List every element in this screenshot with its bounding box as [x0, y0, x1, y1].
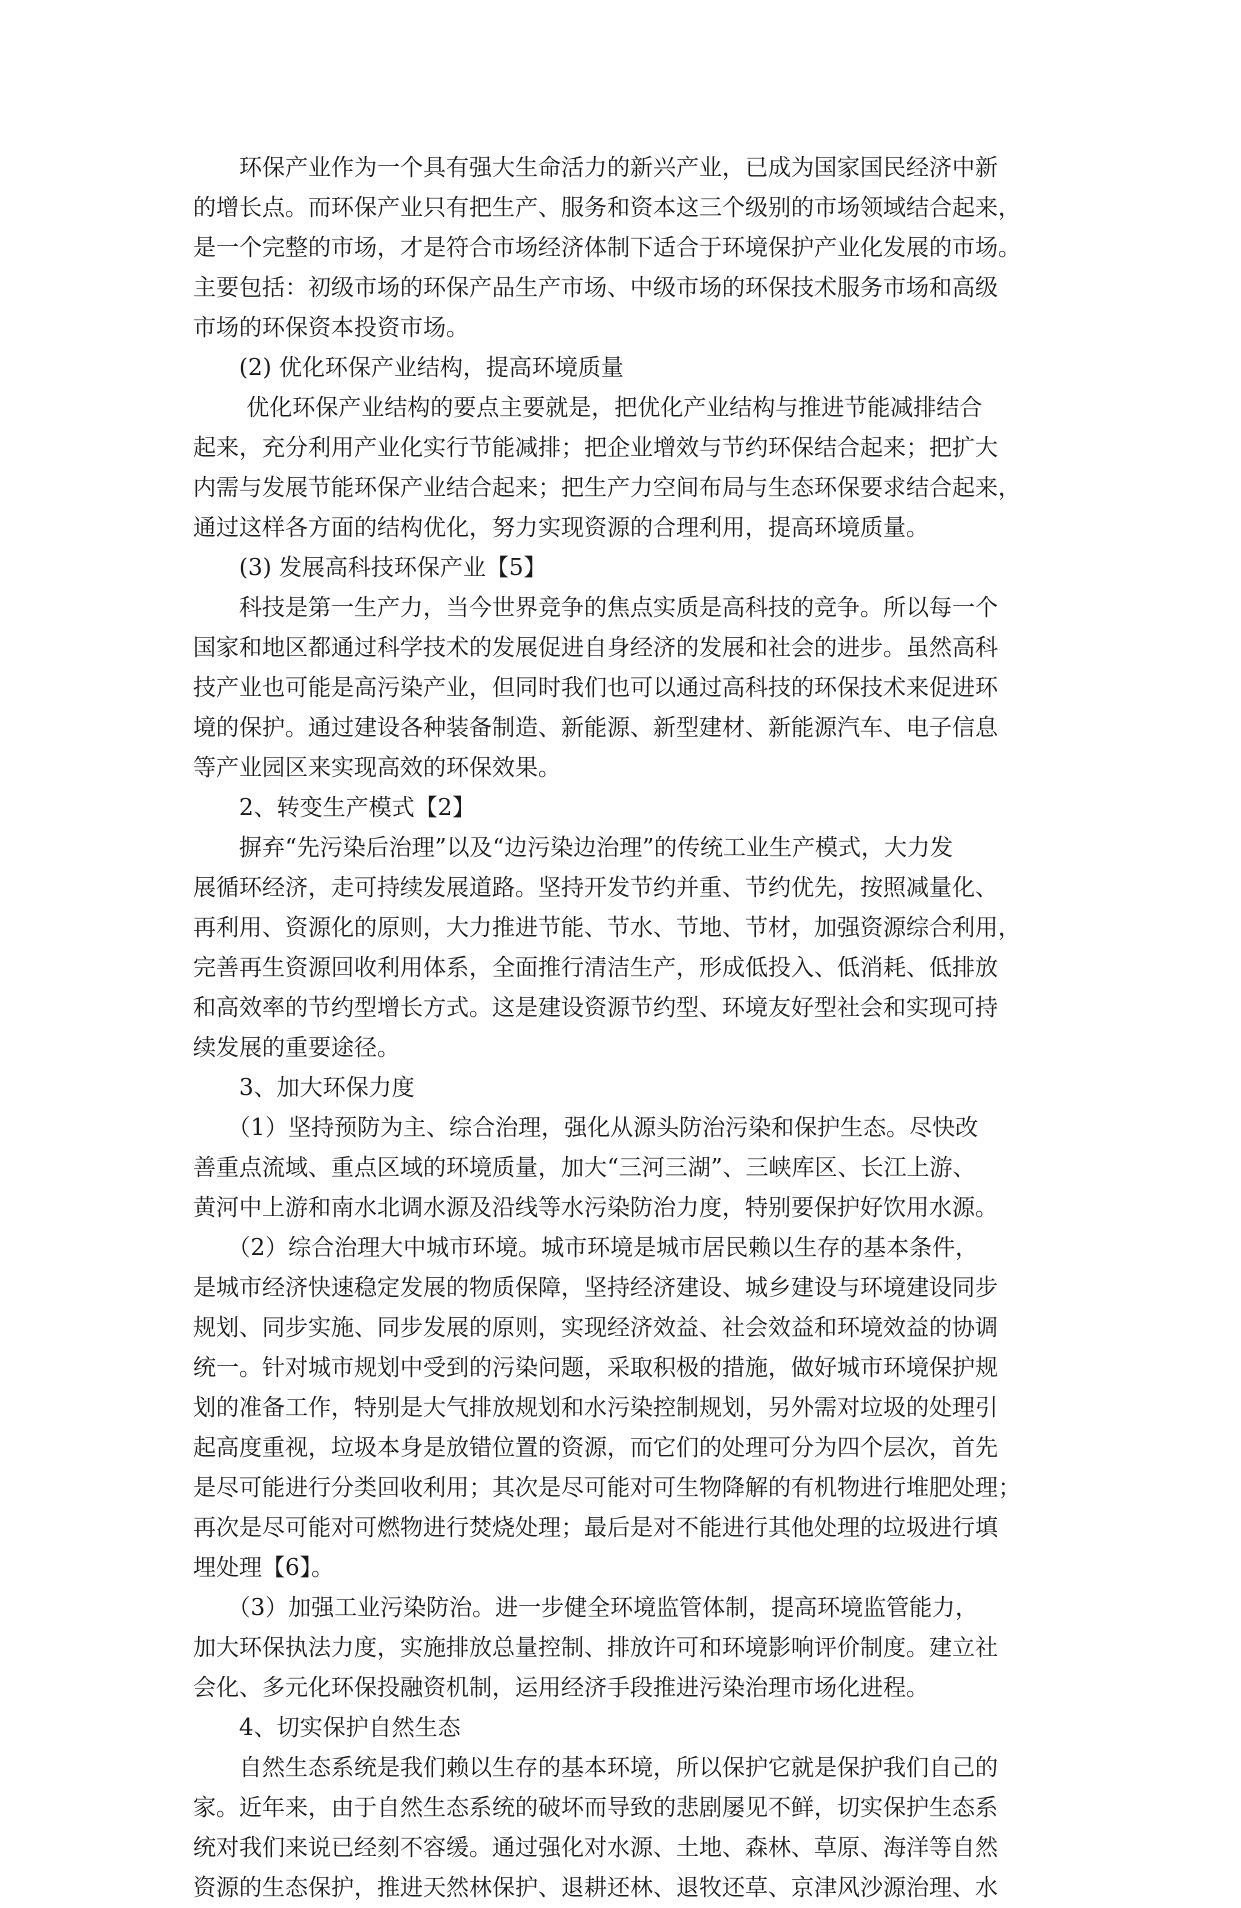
heading-environmental-efforts: 3、加大环保力度: [193, 1075, 415, 1101]
paragraph-industrial-pollution: （3）加强工业污染防治。进一步健全环境监管体制，提高环境监管能力， 加大环保执法力度，实施排放总量控制、排放许可和环境影响评价制度。建立社 会化、多元化环保投融资机制，运用经济手段推进污染治理市场化进程。: [193, 1595, 998, 1701]
heading-optimize-structure: (2) 优化环保产业结构，提高环境质量: [193, 355, 624, 381]
heading-natural-ecology: 4、切实保护自然生态: [193, 1715, 461, 1741]
heading-production-mode: 2、转变生产模式【2】: [193, 795, 476, 821]
paragraph-urban-environment: （2）综合治理大中城市环境。城市环境是城市居民赖以生存的基本条件， 是城市经济快速稳定发展的物质保障，坚持经济建设、城乡建设与环境建设同步 规划、同步实施、同步发展的原则，实现经济效益、社会效益和环境效益的协调 统一。针对城市规划中受到的污染问题，采取积极的措施，做好城市环境保护规 划的准备工作，特别是大气排放规划和水污染控制规划，另外需对垃圾的处理引 起高度重视，垃圾本身是放错位置的资源，而它们的处理可分为四个层次，首先 是尽可能进行分类回收利用；其次是尽可能对可生物降解的有机物进行堆肥处理； 再次是尽可能对可燃物进行焚烧处理；最后是对不能进行其他处理的垃圾进行填 埋处理【6】。: [193, 1235, 1021, 1581]
heading-high-tech: (3) 发展高科技环保产业【5】: [193, 555, 547, 581]
paragraph-prevention: （1）坚持预防为主、综合治理，强化从源头防治污染和保护生态。尽快改 善重点流域、重点区域的环境质量，加大“三河三湖”、三峡库区、长江上游、 黄河中上游和南水北调水源及沿线等水污染防治力度，特别要保护好饮用水源。: [193, 1115, 998, 1221]
paragraph-environmental-industry: 环保产业作为一个具有强大生命活力的新兴产业，已成为国家国民经济中新 的增长点。而环保产业只有把生产、服务和资本这三个级别的市场领域结合起来， 是一个完整的市场，才是符合市场经济体制下适合于环境保护产业化发展的市场。 主要包括：初级市场的环保产品生产市场、中级市场的环保技术服务市场和高级 市场的环保资本投资市场。: [193, 155, 1021, 341]
paragraph-natural-ecology: 自然生态系统是我们赖以生存的基本环境，所以保护它就是保护我们自己的 家。近年来，由于自然生态系统的破坏而导致的悲剧屡见不鲜，切实保护生态系 统对我们来说已经刻不容缓。通过强化对水源、土地、森林、草原、海洋等自然 资源的生态保护，推进天然林保护、退耕还林、退牧还草、京津风沙源治理、水: [193, 1755, 998, 1901]
paragraph-production-mode: 摒弃“先污染后治理”以及“边污染边治理”的传统工业生产模式，大力发 展循环经济，走可持续发展道路。坚持开发节约并重、节约优先，按照减量化、 再利用、资源化的原则，大力推进节能、节水、节地、节材，加强资源综合利用， 完善再生资源回收利用体系，全面推行清洁生产，形成低投入、低消耗、低排放 和高效率的节约型增长方式。这是建设资源节约型、环境友好型社会和实现可持 续发展的重要途径。: [193, 835, 1021, 1061]
paragraph-optimize-structure: 优化环保产业结构的要点主要就是，把优化产业结构与推进节能减排结合 起来，充分利用产业化实行节能减排；把企业增效与节约环保结合起来；把扩大 内需与发展节能环保产业结合起来；把生产力空间布局与生态环保要求结合起来， 通过这样各方面的结构优化，努力实现资源的合理利用，提高环境质量。: [193, 395, 1021, 541]
paragraph-high-tech: 科技是第一生产力，当今世界竞争的焦点实质是高科技的竞争。所以每一个 国家和地区都通过科学技术的发展促进自身经济的发展和社会的进步。虽然高科 技产业也可能是高污染产业，但同时我们也可以通过高科技的环保技术来促进环 境的保护。通过建设各种装备制造、新能源、新型建材、新能源汽车、电子信息 等产业园区来实现高效的环保效果。: [193, 595, 998, 781]
